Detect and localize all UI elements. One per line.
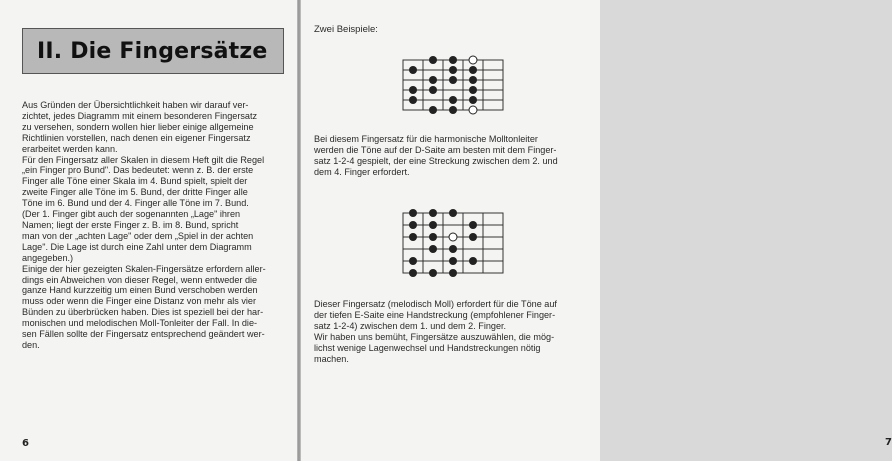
page-number-right: 7	[885, 437, 892, 448]
chapter-title-box	[22, 28, 284, 74]
examples-heading: Zwei Beispiele:	[314, 24, 378, 35]
second-example-text: Dieser Fingersatz (melodisch Moll) erfordert für die Töne auf der tiefen E-Saite eine Handstreckung (empfohlener Finger- satz 1-2-4) zwischen dem 1. und dem 2. Finger. Wir haben uns bemüht, Fingersätze auszuwählen, die mög- lichst wenige Lagenwechsel und Handstreckungen nötig machen.	[314, 299, 557, 364]
page-number-left: 6	[22, 438, 29, 449]
left-body-text: Aus Gründen der Übersichtlichkeit haben wir darauf ver- zichtet, jedes Diagramm mit einem besonderen Fingersatz zu versehen, sondern wollen hier lieber einige allgemeine Richtlinien vorstellen, nach denen ein eigener Fingersatz erarbeitet werden kann. Für den Fingersatz aller Skalen in diesem Heft gilt die Regel „ein Finger pro Bund". Das bedeutet: wenn z. B. der erste Finger alle Töne einer Skala im 4. Bund spielt, spielt der zweite Finger alle Töne im 5. Bund, der dritte Finger alle Töne im 6. Bund und der 4. Finger alle Töne im 7. Bund. (Der 1. Finger gibt auch der sogenannten „Lage" ihren Namen; liegt der erste Finger z. B. im 8. Bund, spricht man von der „achten Lage" oder dem „Spiel in der achten Lage". Die Lage ist durch eine Zahl unter dem Diagramm angegeben.) Einige der hier gezeigten Skalen-Fingersätze erfordern aller- dings ein Abweichen von dieser Regel, wenn entweder die ganze Hand kurzzeitig um einen Bund verschoben werden muss oder wenn die Finger eine Distanz von mehr als vier Bünden zu überbrücken haben. Dies ist speziell bei der har- monischen und melodischen Moll-Tonleiter der Fall. In die- sen Fällen sollte der Fingersatz entsprechend geändert wer- den.	[22, 100, 266, 350]
left-page	[0, 0, 297, 461]
fretboard-diagram-melodic-minor	[393, 203, 513, 283]
chapter-title: II. Die Fingersätze	[37, 38, 268, 64]
fretboard-diagram-harmonic-minor	[393, 52, 513, 120]
first-example-text: Bei diesem Fingersatz für die harmonische Molltonleiter werden die Töne auf der D-Saite am besten mit dem Finger- satz 1-2-4 gespielt, der eine Streckung zwischen dem 2. und dem 4. Finger erfordert.	[314, 134, 558, 177]
